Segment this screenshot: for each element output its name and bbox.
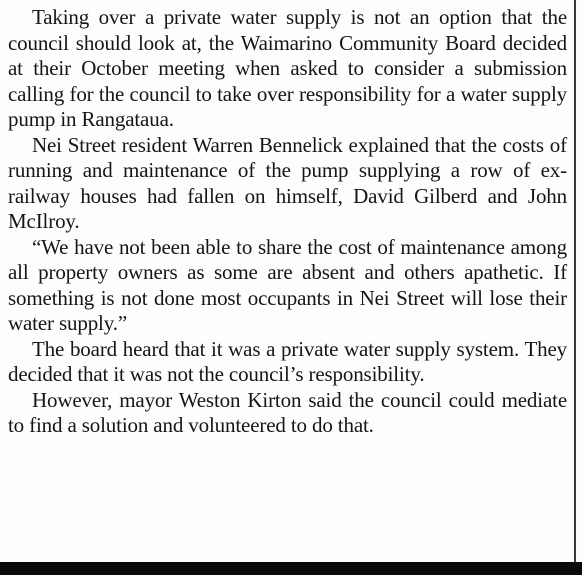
column-divider-rule (574, 0, 576, 563)
paragraph-intro: Taking over a private water supply is not an option that the council should look at, the Waimarino Community Board decided at their October meeting when asked to consider a submission calling for the council to take over responsibility for a water supply pump in Rangataua. (8, 5, 567, 131)
paragraph-resident-explanation: Nei Street resident Warren Bennelick explained that the costs of running and maintenance of the pump supplying a row of ex-railway houses had fallen on himself, David Gilberd and John McIlroy. (8, 132, 567, 233)
article-column (8, 5, 567, 439)
paragraph-mayor-response: However, mayor Weston Kirton said the council could mediate to find a solution and volunteered to do that. (8, 387, 567, 437)
bottom-border-bar (0, 562, 582, 575)
paragraph-board-decision: The board heard that it was a private water supply system. They decided that it was not the council’s responsibility. (8, 336, 567, 386)
paragraph-quote: “We have not been able to share the cost of maintenance among all property owners as some are absent and others apathetic. If something is not done most occupants in Nei Street will lose their water supply.” (8, 234, 567, 335)
